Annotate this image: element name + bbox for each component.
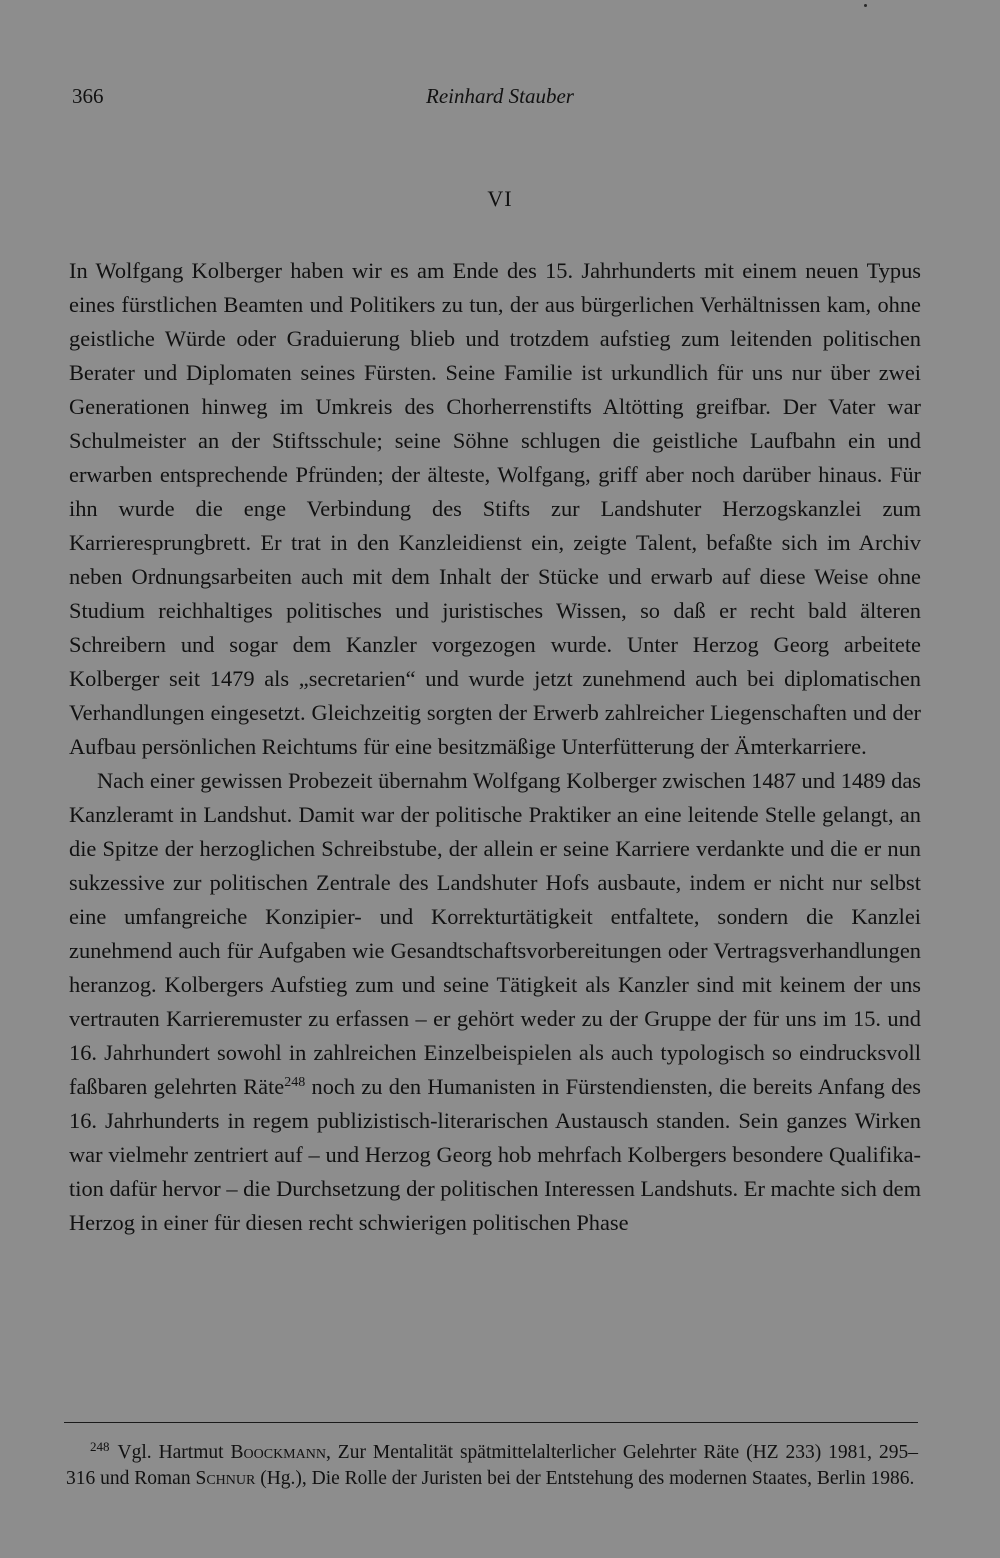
section-heading: VI [487,186,513,211]
running-head [72,84,928,114]
footnote-author-1: Boockmann [230,1442,326,1463]
footnote [66,1440,918,1492]
footnote-number: 248 [90,1439,110,1454]
footnote-author-2: Schnur [195,1468,256,1489]
footnote-text-2: , Zur Mentalität spätmittelalterlicher Gelehrter Räte (HZ 233) 1981, 295–316 und Roman [66,1442,918,1489]
footnote-text-1: Vgl. Hartmut [117,1442,231,1463]
paragraph-2-part-1: Nach einer gewissen Probezeit übernahm Wolfgang Kolberger zwischen 1487 und 1489 das Kanzleramt in Landshut. Damit war der politische Praktiker an eine leitende Stelle gelangt, an die Spitze der herzoglichen Schreibstube, der allein er seine Karriere verdankte und die er nun sukzessive zur politischen Zentrale des Landshuter Hofs ausbaute, indem er nicht nur selbst eine umfangreiche Konzipier- und Korrekturtätigkeit entfaltete, sondern die Kanzlei zunehmend auch für Aufgaben wie Gesandtschaftsvorbereitungen oder Vertragsverhandlungen heranzog. Kolbergers Aufstieg zum und seine Tätigkeit als Kanzler sind mit keinem der uns vertrauten Karrieremuster zu erfassen – er gehört weder zu der Gruppe der für uns im 15. und 16. Jahrhundert sowohl in zahlreichen Einzelbeispielen als auch typologisch so eindrucksvoll faßbaren gelehrten Räte [69,768,921,1099]
footnote-text-3: (Hg.), Die Rolle der Juristen bei der Entstehung des modernen Staates, Berlin 1986. [255,1468,915,1489]
footnote-reference[interactable]: 248 [284,1075,306,1090]
running-title: Reinhard Stauber [426,84,574,108]
body-text [69,254,921,1240]
page-number: 366 [72,84,104,108]
footnote-divider [64,1422,918,1423]
paragraph-2 [69,764,921,1240]
paragraph-2-part-2: noch zu den Humanisten in Fürstendiensten, die bereits Anfang des 16. Jahrhunderts in regem publizistisch-literarischen Austausch standen. Sein ganzes Wirken war vielmehr zentriert auf – und Herzog Georg hob mehrfach Kolbergers besondere Qualifikation dafür hervor – die Durchsetzung der politischen Interessen Landshuts. Er machte sich dem Herzog in einer für diesen recht schwierigen politischen Phase [69,1074,921,1235]
paragraph-1: In Wolfgang Kolberger haben wir es am Ende des 15. Jahrhunderts mit einem neuen Typus eines fürstlichen Beamten und Politikers zu tun, der aus bürgerlichen Verhältnissen kam, ohne geistliche Würde oder Graduierung blieb und trotzdem aufstieg zum leitenden politischen Berater und Diplomaten seines Fürsten. Seine Familie ist urkundlich für uns nur über zwei Generationen hinweg im Umkreis des Chorherrenstifts Altötting greifbar. Der Vater war Schulmeister an der Stiftsschule; seine Söhne schlugen die geistliche Laufbahn ein und erwarben entsprechende Pfründen; der älteste, Wolfgang, griff aber noch darüber hinaus. Für ihn wurde die enge Verbindung des Stifts zur Landshuter Herzogskanzlei zum Karrieresprungbrett. Er trat in den Kanzleidienst ein, zeigte Talent, befaßte sich im Archiv neben Ordnungsarbeiten auch mit dem Inhalt der Stücke und erwarb auf diese Weise ohne Studium reichhaltiges politisches und juristisches Wissen, so daß er recht bald älteren Schreibern und sogar dem Kanzler vorgezogen wurde. Unter Herzog Georg arbeitete Kolberger seit 1479 als „secretarien“ und wurde jetzt zunehmend auch bei diplomatischen Verhandlungen eingesetzt. Gleichzeitig sorgten der Erwerb zahlreicher Liegenschaften und der Aufbau persönlichen Reichtums für eine besitzmäßige Unterfütterung der Ämterkarriere. [69,258,921,759]
scan-speck [864,4,867,7]
